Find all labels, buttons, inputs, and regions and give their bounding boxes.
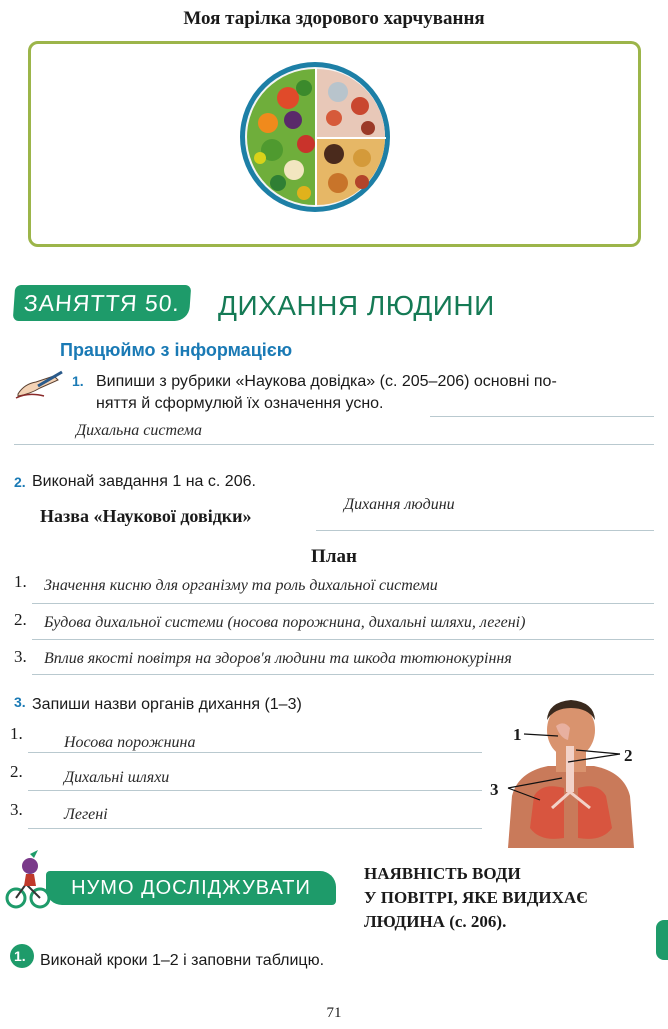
- bicycle-rider-icon: [4, 850, 52, 910]
- organ-3-number: 3.: [10, 800, 23, 819]
- task-1-answer: Дихальна система: [76, 422, 202, 439]
- answer-line: [28, 752, 482, 753]
- plan-heading: План: [311, 546, 357, 567]
- answer-line: [28, 790, 482, 791]
- organ-2-number: 2.: [10, 762, 23, 781]
- page-number: 71: [326, 1005, 342, 1021]
- page-edge-leaf: [656, 920, 668, 960]
- step-text: Виконай кроки 1–2 і заповни таблицю.: [40, 952, 325, 969]
- answer-line: [32, 674, 654, 675]
- figure-label-1: 1: [513, 725, 522, 744]
- task-1-number: 1.: [72, 373, 84, 389]
- task-3-text: Запиши назви органів дихання (1–3): [32, 696, 302, 713]
- healthy-plate-illustration: [238, 58, 393, 216]
- task-2-text: Виконай завдання 1 на с. 206.: [32, 473, 256, 490]
- figure-pointer-lines: [500, 720, 640, 810]
- plan-item-1-text: Значення кисню для організму та роль дихальної системи: [44, 577, 438, 594]
- lesson-number-badge: ЗАНЯТТЯ 50.: [13, 285, 192, 321]
- figure-label-2: 2: [624, 746, 633, 765]
- plate-title: Моя тарілка здорового харчування: [183, 8, 485, 29]
- plan-item-3-text: Вплив якості повітря на здоров'я людини та шкода тютюнокуріння: [44, 650, 512, 667]
- answer-line: [430, 416, 654, 417]
- answer-line: [316, 530, 654, 531]
- task-3-number: 3.: [14, 694, 26, 710]
- task-1-text-line-2: няття й сформулюй їх означення усно.: [96, 395, 384, 412]
- answer-line: [14, 444, 654, 445]
- step-number: 1.: [14, 948, 26, 964]
- task-1-text-line-1: Випиши з рубрики «Наукова довідка» (с. 205–206) основні по-: [96, 373, 557, 390]
- organ-1-answer: Носова порожнина: [64, 734, 196, 751]
- research-section-badge: НУМО ДОСЛІДЖУВАТИ: [46, 871, 336, 905]
- plan-item-1-number: 1.: [14, 572, 27, 591]
- answer-line: [32, 603, 654, 604]
- figure-label-3: 3: [490, 780, 499, 799]
- answer-line: [28, 828, 482, 829]
- lesson-title: ДИХАННЯ ЛЮДИНИ: [218, 290, 495, 321]
- reference-name-answer: Дихання людини: [344, 496, 455, 513]
- organ-3-answer: Легені: [64, 806, 108, 823]
- plan-item-2-text: Будова дихальної системи (носова порожнина, дихальні шляхи, легені): [44, 614, 526, 631]
- answer-line: [32, 639, 654, 640]
- organ-1-number: 1.: [10, 724, 23, 743]
- research-topic-line-3: ЛЮДИНА (с. 206).: [364, 912, 507, 931]
- research-topic: [364, 862, 664, 934]
- reference-name-label: Назва «Наукової довідки»: [40, 506, 252, 526]
- plan-item-3-number: 3.: [14, 647, 27, 666]
- section-heading: Працюймо з інформацією: [60, 340, 293, 360]
- research-topic-line-1: НАЯВНІСТЬ ВОДИ: [364, 864, 521, 883]
- pencil-hand-icon: [14, 370, 66, 400]
- task-2-number: 2.: [14, 474, 26, 490]
- research-topic-line-2: У ПОВІТРІ, ЯКЕ ВИДИХАЄ: [364, 888, 588, 907]
- plan-item-2-number: 2.: [14, 610, 27, 629]
- organ-2-answer: Дихальні шляхи: [64, 769, 170, 786]
